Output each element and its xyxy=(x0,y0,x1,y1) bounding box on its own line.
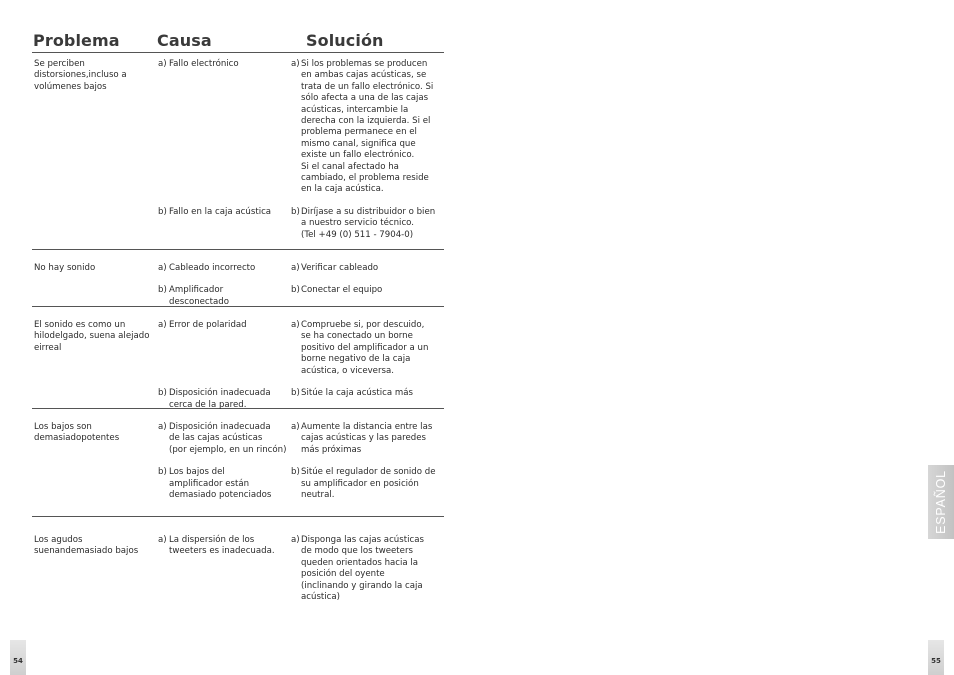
page-number-left xyxy=(10,640,26,675)
cause-column xyxy=(158,422,288,501)
text-line: delgado, suena alejado e xyxy=(34,331,150,353)
text-line: acústicas, intercambie la xyxy=(301,104,409,115)
problem-text xyxy=(34,535,152,558)
cause-column-item xyxy=(158,422,288,456)
text-line: de modo que los tweeters xyxy=(301,546,413,557)
solution-column xyxy=(291,59,441,241)
text-line: Disposición inadecuada xyxy=(169,422,271,432)
text-line: Sitúe la caja acústica más xyxy=(301,388,413,399)
text-line: Aumente la distancia entre las xyxy=(301,422,433,432)
page-number-left-label: 54 xyxy=(13,657,23,665)
item-label: b) xyxy=(158,467,167,478)
text-line: queden orientados hacia la xyxy=(301,557,419,568)
row-divider xyxy=(32,516,444,517)
item-label: b) xyxy=(291,467,300,478)
language-tab xyxy=(928,465,954,539)
language-tab-label: ESPAÑOL xyxy=(934,470,948,534)
item-label: a) xyxy=(158,422,167,432)
solution-column-item xyxy=(291,467,441,501)
text-line: Cableado incorrecto xyxy=(169,263,256,273)
text-line: mismo canal, significa que xyxy=(301,138,416,149)
item-label: b) xyxy=(291,388,300,399)
text-line: su amplificador en posición xyxy=(301,478,419,489)
item-label: a) xyxy=(291,535,300,545)
text-line: Los bajos son demasiado xyxy=(34,422,92,444)
item-label: b) xyxy=(291,206,300,217)
solution-column-item xyxy=(291,422,441,456)
cause-column-item xyxy=(158,285,288,308)
text-line: Fallo electrónico xyxy=(169,59,239,69)
text-line: potentes xyxy=(81,433,120,444)
text-line: demasiado bajos xyxy=(65,546,139,557)
text-line: acústica) xyxy=(301,592,341,603)
text-line: trata de un fallo electrónico. Si xyxy=(301,81,434,92)
cause-column-item xyxy=(158,467,288,501)
item-label: a) xyxy=(291,263,300,273)
text-line: Disponga las cajas acústicas xyxy=(301,535,424,545)
cause-column-item xyxy=(158,320,288,331)
cause-column-item xyxy=(158,388,288,411)
text-line: Se perciben distorsiones, xyxy=(34,59,89,81)
header-cause: Causa xyxy=(157,31,212,50)
text-line: neutral. xyxy=(301,490,335,501)
text-line: tweeters es inadecuada. xyxy=(169,546,275,557)
problem-text xyxy=(34,263,152,274)
text-line: Verificar cableado xyxy=(301,263,379,273)
item-label: a) xyxy=(291,320,300,330)
solution-column-item xyxy=(291,285,441,296)
text-line: Error de polaridad xyxy=(169,320,247,330)
cause-column xyxy=(158,263,288,308)
text-line: Conectar el equipo xyxy=(301,285,383,296)
text-line: (Tel +49 (0) 511 - 7904-0) xyxy=(301,229,414,240)
text-line: Los bajos del xyxy=(169,467,225,478)
solution-column-item xyxy=(291,388,441,399)
text-line: cerca de la pared. xyxy=(169,399,247,410)
text-line: cajas acústicas y las paredes xyxy=(301,433,426,444)
text-line: en la caja acústica. xyxy=(301,184,384,195)
text-line: incluso a volúmenes bajos xyxy=(34,70,127,92)
solution-column xyxy=(291,535,441,603)
solution-column xyxy=(291,422,441,501)
text-line: (inclinando y girando la caja xyxy=(301,580,423,591)
text-line: La dispersión de los xyxy=(169,535,255,545)
row-divider xyxy=(32,52,444,53)
cause-column-item xyxy=(158,59,288,70)
problem-text xyxy=(34,320,152,354)
item-label: a) xyxy=(291,422,300,432)
item-label: a) xyxy=(158,59,167,69)
text-line: acústica, o viceversa. xyxy=(301,365,394,376)
solution-column-item xyxy=(291,320,441,377)
item-label: b) xyxy=(158,285,167,296)
text-line: borne negativo de la caja xyxy=(301,354,411,365)
text-line: a nuestro servicio técnico. xyxy=(301,218,415,229)
page-number-right xyxy=(928,640,944,675)
text-line: derecha con la izquierda. Si el xyxy=(301,116,431,127)
cause-column xyxy=(158,320,288,411)
text-line: demasiado potenciados xyxy=(169,490,272,501)
cause-column-item xyxy=(158,263,288,274)
text-line: Diríjase a su distribuidor o bien xyxy=(301,206,436,217)
text-line: irreal xyxy=(39,342,62,353)
cause-column-item xyxy=(158,535,288,558)
header-problem: Problema xyxy=(33,31,120,50)
text-line: cambiado, el problema reside xyxy=(301,173,429,184)
text-line: Fallo en la caja acústica xyxy=(169,207,272,218)
text-line: Si los problemas se producen xyxy=(301,59,428,69)
text-line: positivo del amplificador a un xyxy=(301,342,429,353)
text-line: Si el canal afectado ha xyxy=(301,161,399,172)
page-number-right-label: 55 xyxy=(931,657,941,665)
problem-text xyxy=(34,59,152,93)
solution-column xyxy=(291,263,441,297)
item-label: b) xyxy=(291,285,300,296)
text-line: se ha conectado un borne xyxy=(301,331,413,342)
solution-column xyxy=(291,320,441,399)
text-line: Los agudos suenan xyxy=(34,535,83,557)
cause-column xyxy=(158,535,288,558)
text-line: problema permanece en el xyxy=(301,127,417,138)
text-line: existe un fallo electrónico. xyxy=(301,150,415,161)
text-line: Sitúe el regulador de sonido de xyxy=(301,467,436,478)
solution-column-item xyxy=(291,207,441,241)
text-line: (por ejemplo, en un rincón) xyxy=(169,444,287,455)
item-label: a) xyxy=(158,320,167,330)
solution-column-item xyxy=(291,535,441,603)
item-label: a) xyxy=(291,59,300,69)
item-label: b) xyxy=(158,207,167,218)
text-line: de las cajas acústicas xyxy=(169,433,263,444)
text-line: desconectado xyxy=(169,296,230,307)
item-label: a) xyxy=(158,535,167,545)
cause-column xyxy=(158,59,288,219)
solution-column-item xyxy=(291,263,441,274)
solution-column-item xyxy=(291,59,441,196)
text-line: posición del oyente xyxy=(301,569,385,580)
text-line: amplificador están xyxy=(169,478,250,489)
text-line: Disposición inadecuada xyxy=(169,388,271,399)
header-solution: Solución xyxy=(306,31,384,50)
text-line: El sonido es como un hilo xyxy=(34,320,126,342)
text-line: en ambas cajas acústicas, se xyxy=(301,70,427,81)
cause-column-item xyxy=(158,207,288,218)
problem-text xyxy=(34,422,152,445)
item-label: b) xyxy=(158,388,167,399)
row-divider xyxy=(32,249,444,250)
text-line: Compruebe si, por descuido, xyxy=(301,320,425,330)
text-line: sólo afecta a una de las cajas xyxy=(301,93,429,104)
item-label: a) xyxy=(158,263,167,273)
text-line: No hay sonido xyxy=(34,263,96,273)
text-line: más próximas xyxy=(301,444,362,455)
text-line: Amplificador xyxy=(169,285,224,296)
